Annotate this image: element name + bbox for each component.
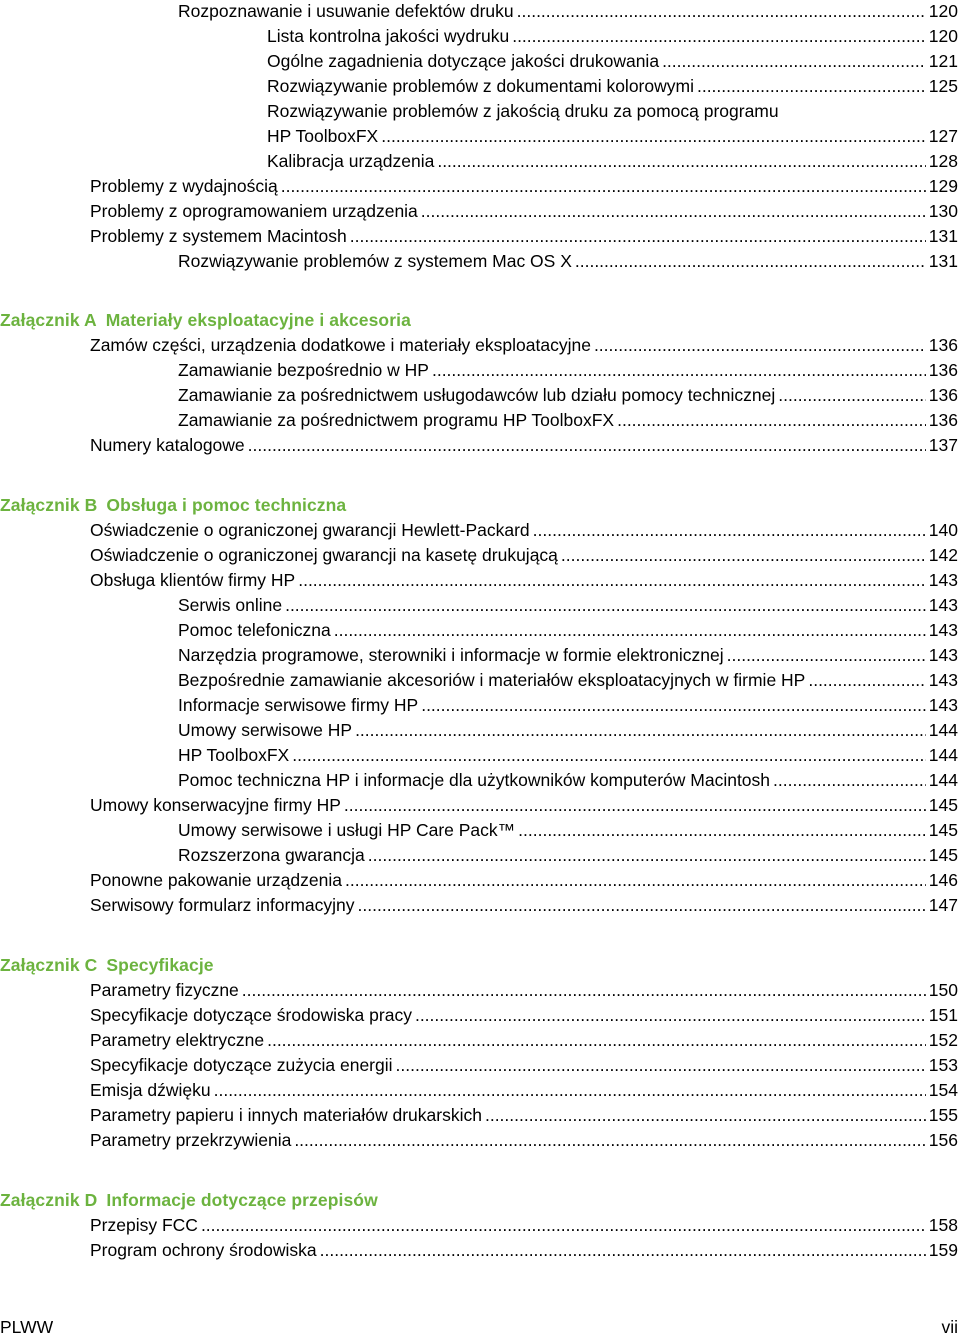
toc-entry[interactable]: [178, 643, 958, 668]
toc-entry-page: 145: [928, 845, 958, 865]
toc-entry-title: Rozwiązywanie problemów z dokumentami kolorowymi: [267, 76, 694, 96]
toc-entry-page: 145: [928, 820, 958, 840]
toc-entry-page: 140: [928, 520, 958, 540]
toc-entry-page: 158: [928, 1215, 958, 1235]
toc-entry[interactable]: [178, 593, 958, 618]
toc-entry-title: Umowy serwisowe i usługi HP Care Pack™: [178, 820, 516, 840]
toc-entry[interactable]: [178, 408, 958, 433]
appendix-label: Załącznik C: [0, 955, 98, 975]
toc-entry-page: 125: [928, 76, 958, 96]
toc-entry-title: HP ToolboxFX: [267, 126, 379, 146]
toc-entry-title: Pomoc techniczna HP i informacje dla użytkowników komputerów Macintosh: [178, 770, 771, 790]
toc-entry[interactable]: [267, 149, 958, 174]
toc-entry-title: Serwisowy formularz informacyjny: [90, 895, 355, 915]
toc-entry-title: Serwis online: [178, 595, 283, 615]
toc-entry-page: 146: [928, 870, 958, 890]
appendix-heading[interactable]: [0, 1188, 378, 1213]
toc-entry-page: 143: [928, 570, 958, 590]
toc-entry-page: 136: [928, 385, 958, 405]
toc-entry-title: Problemy z wydajnością: [90, 176, 278, 196]
toc-entry-page: 128: [928, 151, 958, 171]
appendix-title: Materiały eksploatacyjne i akcesoria: [105, 310, 411, 330]
appendix-heading[interactable]: [0, 953, 214, 978]
toc-entry[interactable]: [178, 718, 958, 743]
toc-entry-page: 142: [928, 545, 958, 565]
toc-entry-title: Pomoc telefoniczna: [178, 620, 331, 640]
toc-entry[interactable]: [267, 24, 958, 49]
appendix-title: Specyfikacje: [106, 955, 214, 975]
toc-entry-title: Program ochrony środowiska: [90, 1240, 317, 1260]
toc-entry-title: Parametry przekrzywienia: [90, 1130, 292, 1150]
toc-entry-title: Specyfikacje dotyczące zużycia energii: [90, 1055, 393, 1075]
toc-entry[interactable]: [90, 1078, 958, 1103]
toc-entry[interactable]: [178, 743, 958, 768]
toc-entry[interactable]: [178, 693, 958, 718]
toc-entry-page: 151: [928, 1005, 958, 1025]
toc-entry[interactable]: [90, 199, 958, 224]
toc-entry-page: 155: [928, 1105, 958, 1125]
toc-entry[interactable]: [90, 1028, 958, 1053]
toc-entry-page: 136: [928, 410, 958, 430]
toc-entry-page: 121: [928, 51, 958, 71]
toc-entry-title: Ponowne pakowanie urządzenia: [90, 870, 342, 890]
toc-entry[interactable]: [178, 818, 958, 843]
toc-entry[interactable]: [90, 333, 958, 358]
toc-entry-title: Parametry fizyczne: [90, 980, 239, 1000]
toc-entry[interactable]: [178, 618, 958, 643]
toc-entry-page: 120: [928, 1, 958, 21]
toc-entry-title: HP ToolboxFX: [178, 745, 290, 765]
toc-entry-page: 130: [928, 201, 958, 221]
toc-entry[interactable]: [178, 383, 958, 408]
toc-entry-page: 159: [928, 1240, 958, 1260]
appendix-label: Załącznik A: [0, 310, 97, 330]
toc-entry[interactable]: [267, 74, 958, 99]
toc-entry[interactable]: [90, 1128, 958, 1153]
toc-entry-page: 143: [928, 670, 958, 690]
appendix-label: Załącznik D: [0, 1190, 98, 1210]
toc-entry-page: 145: [928, 795, 958, 815]
toc-entry-page: 143: [928, 645, 958, 665]
appendix-title: Obsługa i pomoc techniczna: [106, 495, 347, 515]
toc-entry-title: Oświadczenie o ograniczonej gwarancji na kasetę drukującą: [90, 545, 558, 565]
toc-entry-page: 143: [928, 620, 958, 640]
toc-entry-title: Rozwiązywanie problemów z systemem Mac OS X: [178, 251, 572, 271]
toc-entry[interactable]: [178, 843, 958, 868]
toc-entry-page: 143: [928, 595, 958, 615]
toc-entry[interactable]: [90, 543, 958, 568]
toc-entry-title: Oświadczenie o ograniczonej gwarancji Hewlett-Packard: [90, 520, 530, 540]
toc-entry-page: 152: [928, 1030, 958, 1050]
toc-entry-page: 156: [928, 1130, 958, 1150]
appendix-heading[interactable]: [0, 493, 346, 518]
toc-entry-page: 137: [928, 435, 958, 455]
toc-entry[interactable]: [90, 433, 958, 458]
toc-entry-title: Parametry papieru i innych materiałów drukarskich: [90, 1105, 482, 1125]
toc-entry-title: Zamawianie za pośrednictwem usługodawców lub działu pomocy technicznej: [178, 385, 776, 405]
toc-entry[interactable]: [90, 793, 958, 818]
toc-entry-page: 129: [928, 176, 958, 196]
toc-entry-title: Emisja dźwięku: [90, 1080, 211, 1100]
toc-entry-page: 154: [928, 1080, 958, 1100]
toc-entry[interactable]: [90, 568, 958, 593]
toc-entry[interactable]: [90, 1003, 958, 1028]
toc-entry-page: 136: [928, 360, 958, 380]
toc-entry-title: Rozszerzona gwarancja: [178, 845, 365, 865]
toc-entry-page: 147: [928, 895, 958, 915]
toc-entry[interactable]: [90, 893, 958, 918]
toc-entry[interactable]: [90, 978, 958, 1003]
toc-entry[interactable]: [90, 1238, 958, 1263]
footer-left: PLWW: [0, 1317, 54, 1337]
toc-entry-title: Problemy z oprogramowaniem urządzenia: [90, 201, 418, 221]
toc-entry-page: 127: [928, 126, 958, 146]
toc-entry-title: Parametry elektryczne: [90, 1030, 265, 1050]
toc-entry[interactable]: [90, 868, 958, 893]
toc-entry-title: Przepisy FCC: [90, 1215, 198, 1235]
toc-entry-title: Umowy serwisowe HP: [178, 720, 353, 740]
toc-entry-title: Ogólne zagadnienia dotyczące jakości drukowania: [267, 51, 660, 71]
toc-entry[interactable]: [178, 358, 958, 383]
toc-entry[interactable]: [178, 249, 958, 274]
toc-entry[interactable]: [178, 668, 958, 693]
toc-entry-page: 153: [928, 1055, 958, 1075]
toc-entry-page: 131: [928, 251, 958, 271]
toc-entry[interactable]: [178, 0, 958, 24]
footer-page-number: vii: [941, 1317, 958, 1337]
toc-entry[interactable]: [90, 224, 958, 249]
toc-entry[interactable]: [90, 1213, 958, 1238]
toc-entry-title: Narzędzia programowe, sterowniki i informacje w formie elektronicznej: [178, 645, 724, 665]
appendix-label: Załącznik B: [0, 495, 98, 515]
toc-entry-title: Zamawianie za pośrednictwem programu HP ToolboxFX: [178, 410, 615, 430]
toc-entry-title: Kalibracja urządzenia: [267, 151, 435, 171]
toc-entry-page: 144: [928, 720, 958, 740]
toc-entry-title: Problemy z systemem Macintosh: [90, 226, 347, 246]
toc-entry-page: 143: [928, 695, 958, 715]
toc-entry[interactable]: [90, 1053, 958, 1078]
toc-entry-title: Numery katalogowe: [90, 435, 245, 455]
toc-entry-title: Zamów części, urządzenia dodatkowe i materiały eksploatacyjne: [90, 335, 591, 355]
toc-entry[interactable]: [90, 518, 958, 543]
toc-entry[interactable]: [267, 49, 958, 74]
toc-entry-page: 144: [928, 745, 958, 765]
toc-entry-title-line[interactable]: Rozwiązywanie problemów z jakością druku za pomocą programu: [267, 101, 779, 121]
toc-entry-title: Obsługa klientów firmy HP: [90, 570, 296, 590]
toc-entry-page: 131: [928, 226, 958, 246]
toc-entry-title: Umowy konserwacyjne firmy HP: [90, 795, 341, 815]
toc-entry-title: Bezpośrednie zamawianie akcesoriów i materiałów eksploatacyjnych w firmie HP: [178, 670, 806, 690]
toc-entry-title: Lista kontrolna jakości wydruku: [267, 26, 510, 46]
appendix-heading[interactable]: [0, 308, 411, 333]
toc-entry-title: Rozpoznawanie i usuwanie defektów druku: [178, 1, 514, 21]
toc-entry-page: 150: [928, 980, 958, 1000]
toc-entry-page: 136: [928, 335, 958, 355]
toc-entry-page: 120: [928, 26, 958, 46]
toc-entry[interactable]: [178, 768, 958, 793]
toc-entry-page: 144: [928, 770, 958, 790]
toc-entry[interactable]: [267, 124, 958, 149]
toc-entry-title: Informacje serwisowe firmy HP: [178, 695, 419, 715]
toc-entry[interactable]: [90, 174, 958, 199]
toc-entry[interactable]: [90, 1103, 958, 1128]
toc-entry-title: Zamawianie bezpośrednio w HP: [178, 360, 429, 380]
appendix-title: Informacje dotyczące przepisów: [106, 1190, 378, 1210]
toc-entry-title: Specyfikacje dotyczące środowiska pracy: [90, 1005, 412, 1025]
